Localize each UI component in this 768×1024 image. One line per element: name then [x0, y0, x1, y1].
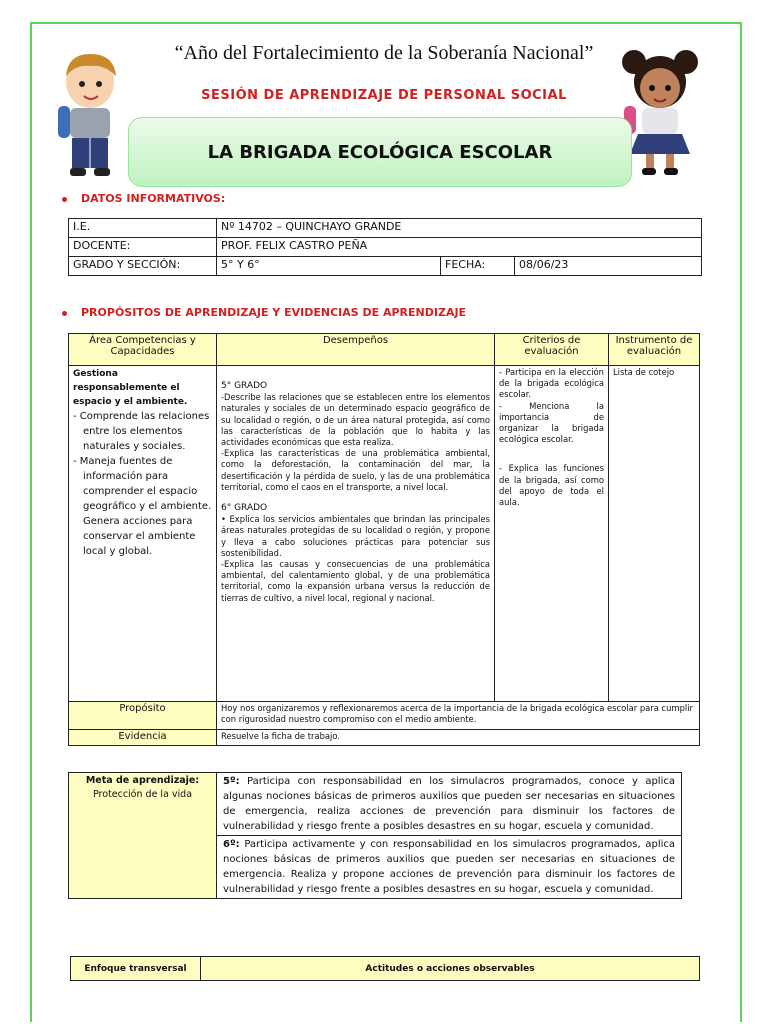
- instrumento-cell: Lista de cotejo: [609, 366, 700, 702]
- col-criterios-header: Criterios de evaluación: [495, 334, 609, 366]
- boy-illustration: [44, 46, 136, 178]
- col-area-header: Área Competencias y Capacidades: [69, 334, 217, 366]
- bullet-icon: [62, 197, 67, 202]
- grado-label: GRADO Y SECCIÓN:: [69, 257, 217, 276]
- fecha-value: 08/06/23: [515, 257, 702, 276]
- grado6-p1: • Explica los servicios ambientales que brindan las principales áreas naturales protegidas de su localidad o región, y propone y lleva a cabo soluciones prácticas para potenciar sus sostenibilidad.: [221, 514, 490, 558]
- grado6-p2: -Explica las causas y consecuencias de una problemática ambiental, del calentamiento global, y de una problemática territorial, como la expansión urbana versus la reducción de tierras de cultivo, a nivel local, regional y nacional.: [221, 559, 490, 603]
- propositos-table: [68, 333, 700, 746]
- grado6-label: 6° GRADO: [221, 503, 268, 514]
- grado5-p1: -Describe las relaciones que se establecen entre los elementos naturales y sociales de un determinado espacio geográfico de su localidad o región, o de un área natural protegida, así como las características de la población que lo habita y las actividades económicas que esta realiza.: [221, 392, 490, 448]
- area-title: Gestiona responsablemente el espacio y el ambiente.: [73, 369, 188, 407]
- fecha-label: FECHA:: [441, 257, 515, 276]
- criterio-3: - Explica las funciones de la brigada, así como del apoyo de toda el aula.: [499, 463, 604, 508]
- criterios-cell: [495, 366, 609, 702]
- propositos-heading: [62, 306, 466, 319]
- area-item-2: - Maneja fuentes de información para comprender el espacio geográfico y el ambiente.: [73, 456, 212, 512]
- col-instrumento-header: Instrumento de evaluación: [609, 334, 700, 366]
- meta-sublabel: Protección de la vida: [92, 789, 193, 800]
- area-item-1: - Comprende las relaciones entre los elementos naturales y sociales.: [73, 411, 210, 452]
- criterio-1: - Participa en la elección de la brigada ecológica escolar.: [499, 367, 604, 400]
- area-cell: [69, 366, 217, 702]
- meta-grado5: [217, 773, 682, 836]
- session-title: SESIÓN DE APRENDIZAJE DE PERSONAL SOCIAL: [201, 88, 567, 103]
- area-item-3: Genera acciones para conservar el ambiente local y global.: [83, 516, 196, 557]
- main-title: LA BRIGADA ECOLÓGICA ESCOLAR: [207, 141, 553, 163]
- docente-label: DOCENTE:: [69, 238, 217, 257]
- docente-value: PROF. FELIX CASTRO PEÑA: [217, 238, 702, 257]
- proposito-value: Hoy nos organizaremos y reflexionaremos acerca de la importancia de la brigada ecológica escolar para cumplir con rigurosidad nuestro compromiso con el medio ambiente.: [217, 702, 700, 730]
- year-motto: “Año del Fortalecimiento de la Soberanía Nacional”: [174, 42, 594, 64]
- enfoque-table: [70, 956, 700, 981]
- datos-heading-text: DATOS INFORMATIVOS:: [81, 192, 226, 205]
- meta-label-cell: [69, 773, 217, 899]
- proposito-label: Propósito: [69, 702, 217, 730]
- grado5-p2: -Explica las características de una problemática ambiental, como la deforestación, la contaminación del mar, la desertificación y la pérdida de suelo, y las de una problemática territorial, como el caos en el transporte, a nivel local.: [221, 448, 490, 492]
- datos-table: [68, 218, 702, 276]
- ie-value: Nº 14702 – QUINCHAYO GRANDE: [217, 219, 702, 238]
- meta-grado6: [217, 836, 682, 899]
- meta-grado5-tag: 5º:: [223, 776, 240, 787]
- evidencia-value: Resuelve la ficha de trabajo.: [217, 730, 700, 746]
- enfoque-col2: Actitudes o acciones observables: [201, 957, 700, 981]
- col-desempenos-header: Desempeños: [217, 334, 495, 366]
- meta-grado5-text: Participa con responsabilidad en los simulacros programados, conoce y aplica algunas nociones básicas de primeros auxilios que pueden ser necesarias en situaciones de emergencia, realiza acciones de prevención para disminuir los factores de vulnerabilidad y riesgo frente a posibles desastres en su hogar, escuela y comunidad.: [223, 776, 675, 832]
- grado5-label: 5° GRADO: [221, 381, 268, 391]
- meta-label: Meta de aprendizaje:: [85, 775, 200, 786]
- bullet-icon: [62, 311, 67, 316]
- meta-grado6-tag: 6º:: [223, 839, 240, 850]
- meta-grado6-text: Participa activamente y con responsabilidad en los simulacros programados, aplica nociones básicas de primeros auxilios que pueden ser necesarias en situaciones de emergencia. Realiza y propone acciones de prevención para disminuir los factores de vulnerabilidad y riesgo frente a posibles desastres en su hogar, escuela y comunidad.: [223, 839, 675, 895]
- criterio-2: - Menciona la importancia de organizar la brigada ecológica escolar.: [499, 400, 604, 445]
- grado-value: 5° Y 6°: [217, 257, 441, 276]
- meta-table: [68, 772, 682, 899]
- ie-label: I.E.: [69, 219, 217, 238]
- main-title-banner: [128, 117, 632, 187]
- enfoque-col1: Enfoque transversal: [71, 957, 201, 981]
- evidencia-label: Evidencia: [69, 730, 217, 746]
- datos-heading: [62, 192, 225, 205]
- desempenos-cell: [217, 366, 495, 702]
- propositos-heading-text: PROPÓSITOS DE APRENDIZAJE Y EVIDENCIAS DE APRENDIZAJE: [81, 306, 467, 319]
